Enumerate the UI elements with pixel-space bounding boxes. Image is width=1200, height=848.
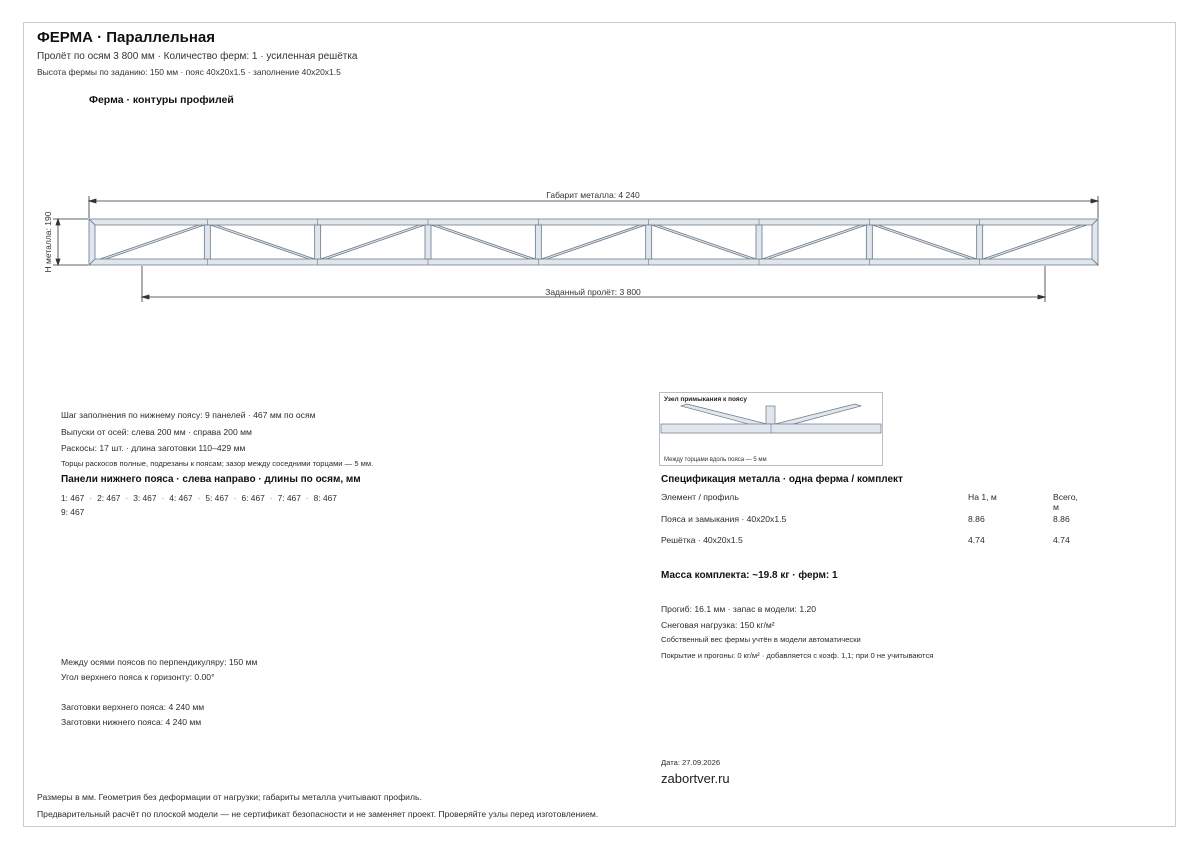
panel-length-item: 8: 467 bbox=[313, 493, 337, 503]
truss-vertical bbox=[646, 225, 652, 259]
truss-end-post-right bbox=[1092, 219, 1098, 265]
page-subtitle-secondary: Высота фермы по заданию: 150 мм · пояс 40x20x1.5 · заполнение 40x20x1.5 bbox=[37, 67, 341, 77]
calc-deflection: Прогиб: 16.1 мм · запас в модели: 1.20 bbox=[661, 604, 817, 614]
truss-top-chord bbox=[89, 219, 1098, 225]
panels-title: Панели нижнего пояса · слева направо · длины по осям, мм bbox=[61, 474, 361, 485]
spec-cell-element: Пояса и замыкания · 40x20x1.5 bbox=[661, 514, 787, 524]
calc-roofing: Покрытие и прогоны: 0 кг/м² · добавляется с коэф. 1,1; при 0 не учитываются bbox=[661, 651, 934, 660]
panel-length-item: 4: 467 bbox=[169, 493, 193, 503]
truss-diagonal bbox=[100, 225, 204, 259]
note-axis-distance: Между осями поясов по перпендикуляру: 150 мм bbox=[61, 657, 258, 667]
panel-separator: · bbox=[89, 493, 93, 503]
panel-separator: · bbox=[269, 493, 273, 503]
panel-length-item: 6: 467 bbox=[241, 493, 265, 503]
page-subtitle: Пролёт по осям 3 800 мм · Количество ферм: 1 · усиленная решётка bbox=[37, 51, 358, 62]
height-dimension bbox=[53, 219, 88, 265]
height-dimension-label: Н металла: 190 bbox=[43, 211, 53, 273]
spec-cell-per-one: 4.74 bbox=[968, 535, 985, 545]
spec-cell-element: Решётка · 40x20x1.5 bbox=[661, 535, 743, 545]
panels-list bbox=[61, 491, 391, 519]
truss-diagonal bbox=[983, 225, 1087, 259]
truss-vertical bbox=[866, 225, 872, 259]
note-panel-step: Шаг заполнения по нижнему поясу: 9 панелей · 467 мм по осям bbox=[61, 410, 316, 420]
panel-length-item: 3: 467 bbox=[133, 493, 157, 503]
truss-profiles bbox=[89, 219, 1098, 265]
page-title: ФЕРМА · Параллельная bbox=[37, 29, 216, 46]
note-bottom-chord-blanks: Заготовки нижнего пояса: 4 240 мм bbox=[61, 717, 202, 727]
node-detail-caption: Между торцами вдоль пояса — 5 мм bbox=[664, 457, 767, 463]
truss-diagonal bbox=[872, 225, 976, 259]
span-dimension-label: Заданный пролёт: 3 800 bbox=[545, 287, 641, 297]
panel-separator: · bbox=[197, 493, 201, 503]
calc-snow-load: Снеговая нагрузка: 150 кг/м² bbox=[661, 620, 775, 630]
node-detail-title: Узел примыкания к поясу bbox=[664, 396, 747, 403]
brand-link[interactable]: zabortver.ru bbox=[661, 771, 730, 786]
spec-cell-total: 8.86 bbox=[1053, 514, 1070, 524]
spec-row-chords bbox=[661, 514, 1081, 535]
truss-vertical bbox=[425, 225, 431, 259]
truss-diagonal bbox=[321, 225, 425, 259]
footer-disclaimer-2: Предварительный расчёт по плоской модели — не сертификат безопасности и не заменяет проект. Проверяйте узлы перед изготовлением. bbox=[37, 809, 599, 819]
panel-separator: · bbox=[233, 493, 237, 503]
note-overhangs: Выпуски от осей: слева 200 мм · справа 200 мм bbox=[61, 427, 252, 437]
spec-header-element: Элемент / профиль bbox=[661, 492, 739, 502]
spec-header-row bbox=[661, 492, 1081, 514]
spec-header-total: Всего, м bbox=[1053, 492, 1078, 512]
panel-length-item: 2: 467 bbox=[97, 493, 121, 503]
panel-separator: · bbox=[161, 493, 165, 503]
spec-cell-total: 4.74 bbox=[1053, 535, 1070, 545]
spec-header-per-one: На 1, м bbox=[968, 492, 997, 502]
note-top-chord-angle: Угол верхнего пояса к горизонту: 0.00° bbox=[61, 672, 215, 682]
overall-dimension-label: Габарит металла: 4 240 bbox=[546, 190, 640, 200]
truss-vertical bbox=[204, 225, 210, 259]
truss-diagonal bbox=[210, 225, 314, 259]
truss-vertical bbox=[535, 225, 541, 259]
spec-table bbox=[661, 492, 1081, 556]
spec-row-lattice bbox=[661, 535, 1081, 556]
truss-vertical bbox=[977, 225, 983, 259]
spec-cell-per-one: 8.86 bbox=[968, 514, 985, 524]
panel-length-item: 1: 467 bbox=[61, 493, 85, 503]
calc-self-weight: Собственный вес фермы учтён в модели автоматически bbox=[661, 635, 861, 644]
footer-disclaimer-1: Размеры в мм. Геометрия без деформации от нагрузки; габариты металла учитывают профиль. bbox=[37, 792, 422, 802]
panel-length-item: 9: 467 bbox=[61, 507, 85, 517]
panel-length-item: 5: 467 bbox=[205, 493, 229, 503]
panel-length-item: 7: 467 bbox=[277, 493, 301, 503]
truss-diagonal bbox=[541, 225, 645, 259]
node-detail-drawing bbox=[659, 392, 883, 466]
panel-separator: · bbox=[305, 493, 309, 503]
truss-diagonal bbox=[762, 225, 866, 259]
truss-vertical bbox=[315, 225, 321, 259]
truss-end-post-left bbox=[89, 219, 95, 265]
truss-bottom-chord bbox=[89, 259, 1098, 265]
truss-diagonal bbox=[652, 225, 756, 259]
footer-date: Дата: 27.09.2026 bbox=[661, 758, 721, 767]
panel-separator: · bbox=[125, 493, 129, 503]
note-diagonals: Раскосы: 17 шт. · длина заготовки 110–429 мм bbox=[61, 443, 246, 453]
truss-vertical bbox=[756, 225, 762, 259]
note-diagonal-ends: Торцы раскосов полные, подрезаны к поясам; зазор между соседними торцами — 5 мм. bbox=[61, 459, 374, 468]
drawing-title: Ферма · контуры профилей bbox=[89, 94, 234, 106]
spec-mass: Масса комплекта: ~19.8 кг · ферм: 1 bbox=[661, 570, 838, 581]
truss-diagonal bbox=[431, 225, 535, 259]
note-top-chord-blanks: Заготовки верхнего пояса: 4 240 мм bbox=[61, 702, 205, 712]
spec-title: Спецификация металла · одна ферма / комплект bbox=[661, 474, 903, 485]
